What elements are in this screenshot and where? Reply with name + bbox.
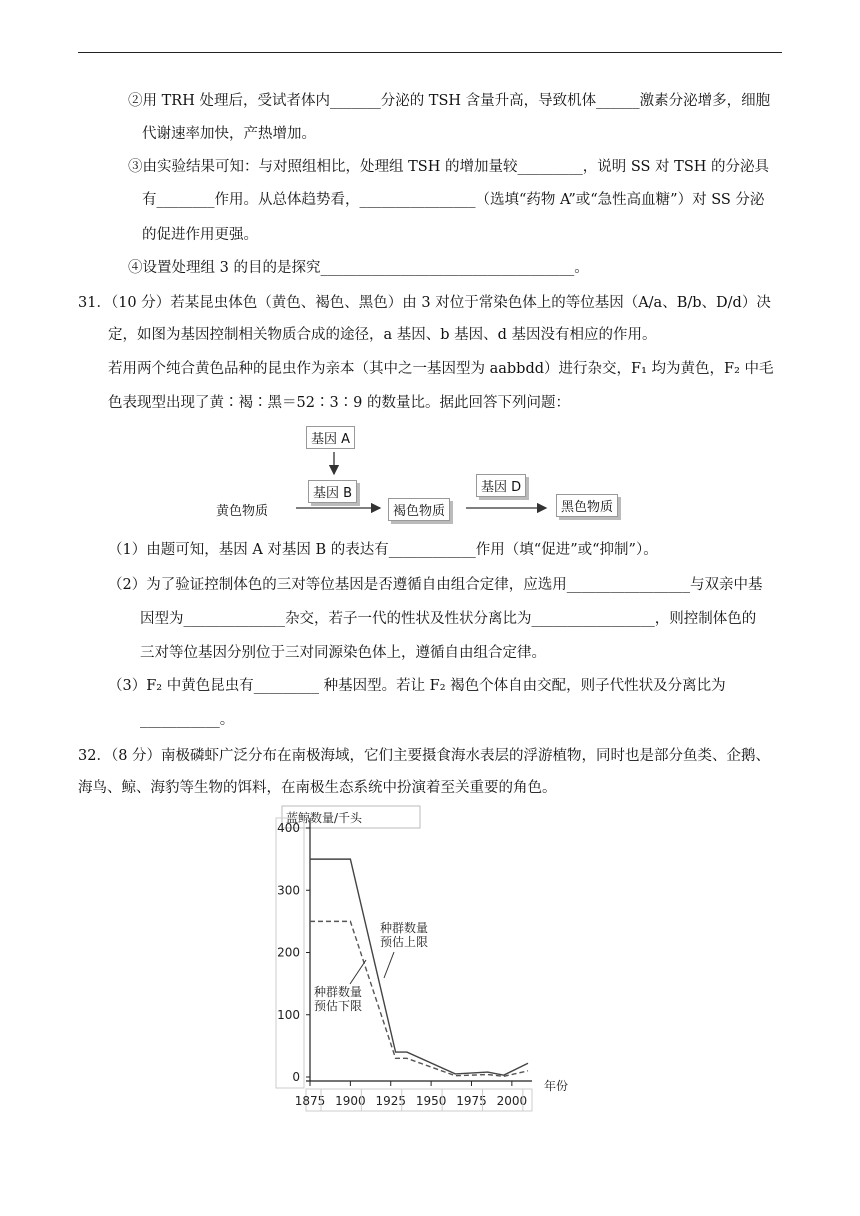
yellow-substance-label: 黄色物质: [216, 504, 269, 519]
q30-line-3: ③由实验结果可知：与对照组相比，处理组 TSH 的增加量较_________，说明 SS 对 TSH 的分泌具: [128, 159, 770, 175]
q30-line-4: 有________作用。从总体趋势看，________________（选填“药物 A”或“急性高血糖”）对 SS 分泌: [142, 192, 765, 208]
x-axis-label: 年份: [544, 1079, 569, 1093]
x-tick-label: 2000: [496, 1094, 528, 1108]
y-axis-label: 蓝鲸数量/千头: [286, 811, 363, 825]
upper-series-leader: [384, 952, 394, 978]
x-tick-label: 1950: [415, 1094, 447, 1108]
gene-b-box: 基因 B: [308, 480, 357, 503]
q31-sub-1: （1）由题可知，基因 A 对基因 B 的表达有____________作用（填“促进”或“抑制”）。: [108, 542, 658, 558]
y-tick-label: 100: [277, 1007, 300, 1022]
lower-series-leader: [350, 960, 366, 984]
q32-stem-1: 32．（8 分）南极磷虾广泛分布在南极海域，它们主要摄食海水表层的浮游植物，同时也是部分鱼类、企鹅、: [78, 748, 771, 764]
chart-svg: [270, 800, 590, 1120]
q30-line-6: ④设置处理组 3 的目的是探究___________________________________。: [128, 260, 589, 276]
q31-sub-2c: 三对等位基因分别位于三对同源染色体上，遵循自由组合定律。: [140, 645, 546, 661]
q31-stem-2: 定，如图为基因控制相关物质合成的途径，a 基因、b 基因、d 基因没有相应的作用。: [108, 327, 657, 343]
x-tick-label: 1875: [294, 1094, 326, 1108]
gene-d-box: 基因 D: [476, 474, 526, 497]
gene-a-box: 基因 A: [306, 426, 355, 449]
y-tick-label: 300: [277, 883, 300, 898]
q31-sub-3b: ___________。: [140, 712, 235, 728]
upper-series-label-line2: 预估上限: [380, 935, 429, 949]
y-tick-label: 400: [277, 821, 300, 835]
q30-line-2: 代谢速率加快，产热增加。: [142, 126, 316, 142]
y-tick-label: 200: [277, 945, 300, 960]
series-upper-line: [310, 859, 528, 1075]
black-substance-box: 黑色物质: [556, 494, 618, 517]
lower-series-label-line1: 种群数量: [314, 985, 363, 999]
x-tick-label: 1925: [375, 1094, 407, 1108]
q31-sub-2a: （2）为了验证控制体色的三对等位基因是否遵循自由组合定律，应选用_________________与双亲中基: [108, 577, 763, 593]
brown-substance-box: 褐色物质: [388, 498, 450, 521]
y-tick-label: 0: [292, 1070, 300, 1084]
q31-sub-2b: 因型为______________杂交，若子一代的性状及性状分离比为_________________，则控制体色的: [140, 611, 757, 627]
q31-stem-4: 色表现型出现了黄∶褐∶黑＝52∶3∶9 的数量比。据此回答下列问题：: [108, 395, 571, 411]
q31-sub-3a: （3）F₂ 中黄色昆虫有_________ 种基因型。若让 F₂ 褐色个体自由交配，则子代性状及分离比为: [108, 678, 726, 694]
q30-line-1: ②用 TRH 处理后，受试者体内_______分泌的 TSH 含量升高，导致机体______激素分泌增多，细胞: [128, 93, 771, 109]
page-header-rule: [78, 52, 782, 53]
q30-line-5: 的促进作用更强。: [142, 227, 258, 243]
q31-stem-3: 若用两个纯合黄色品种的昆虫作为亲本（其中之一基因型为 aabbdd）进行杂交，F₁ 均为黄色，F₂ 中毛: [108, 361, 774, 377]
gene-pathway-figure: [200, 424, 660, 528]
q32-stem-2: 海鸟、鲸、海豹等生物的饵料，在南极生态系统中扮演着至关重要的角色。: [78, 780, 557, 796]
q31-stem-1: 31．（10 分）若某昆虫体色（黄色、褐色、黑色）由 3 对位于常染色体上的等位基因（A/a、B/b、D/d）决: [78, 295, 771, 311]
lower-series-label-line2: 预估下限: [314, 999, 363, 1013]
x-tick-label: 1900: [335, 1094, 366, 1108]
x-tick-label: 1975: [456, 1094, 487, 1108]
upper-series-label-line1: 种群数量: [380, 921, 429, 935]
blue-whale-chart: [270, 800, 590, 1120]
